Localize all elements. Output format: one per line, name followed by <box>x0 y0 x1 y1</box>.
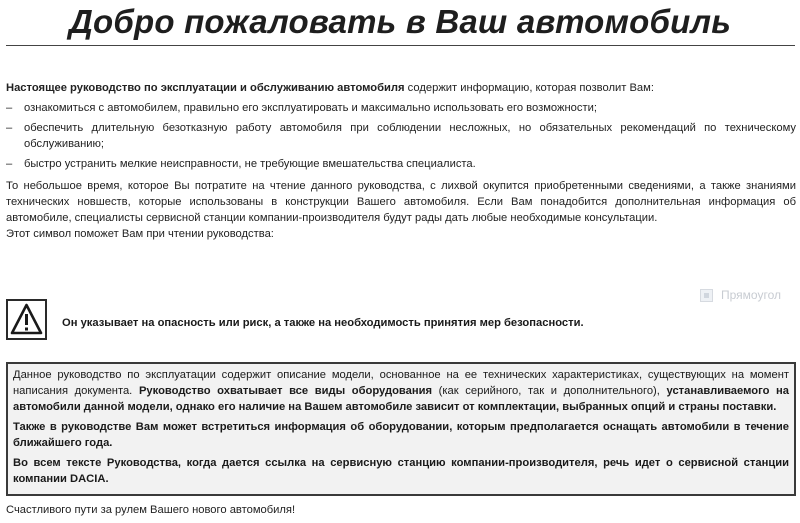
disclaimer-paragraph-3 <box>13 455 789 487</box>
disclaimer-text-p3: Во всем тексте Руководства, когда дается ссылка на сервисную станцию компании-производителя, речь идет о сервисной станции компании DACIA. <box>13 457 789 485</box>
intro-paragraph <box>6 80 796 96</box>
purpose-list <box>6 100 796 176</box>
disclaimer-paragraph-2 <box>13 419 789 451</box>
disclaimer-text-a: Данное руководство по эксплуатации содержит описание модели, основанное на ее технических характеристиках, существующих на момент написания документа. <box>13 369 789 397</box>
bullet-dash: – <box>6 158 13 170</box>
rectangle-shape-icon <box>700 289 713 302</box>
title-underline <box>6 45 795 46</box>
list-item <box>6 156 796 172</box>
list-item-text: обеспечить длительную безотказную работу автомобиля при соблюдении несложных, но обязательных рекомендаций по техническому обслуживанию; <box>24 122 796 150</box>
bullet-dash: – <box>6 122 13 134</box>
list-item <box>6 120 796 152</box>
faded-shape-label[interactable] <box>700 288 781 302</box>
warning-description: Он указывает на опасность или риск, а также на необходимость принятия мер безопасности. <box>62 317 584 329</box>
bullet-dash: – <box>6 102 13 114</box>
page-title: Добро пожаловать в Ваш автомобиль <box>68 3 732 40</box>
disclaimer-text-b: Руководство охватывает все виды оборудования <box>138 385 433 397</box>
disclaimer-paragraph <box>13 367 789 415</box>
list-item-text: ознакомиться с автомобилем, правильно его эксплуатировать и максимально использовать его возможности; <box>24 102 597 114</box>
disclaimer-text-d: устанавливаемого на автомобили данной модели, однако его наличие на Вашем автомобиле зависит от комплектации, выбранных опций и страны поставки. <box>13 385 790 413</box>
intro-rest: содержит информацию, которая позволит Вам: <box>404 82 654 94</box>
closing-line: Счастливого пути за рулем Вашего нового автомобиля! <box>6 504 296 516</box>
intro-bold: Настоящее руководство по эксплуатации и обслуживанию автомобиля <box>6 82 405 94</box>
warning-symbol-box <box>6 299 47 340</box>
disclaimer-text-p2: Также в руководстве Вам может встретиться информация об оборудовании, которым предполагается оснащать автомобили в течение ближайшего года. <box>13 421 789 449</box>
list-item <box>6 100 796 116</box>
warning-triangle-icon <box>8 301 45 338</box>
list-item-text: быстро устранить мелкие неисправности, не требующие вмешательства специалиста. <box>24 158 476 170</box>
disclaimer-box <box>6 362 796 496</box>
symbol-intro-paragraph: Этот символ поможет Вам при чтении руководства: <box>6 228 274 240</box>
disclaimer-text-c: (как серийного, так и дополнительного), <box>432 385 667 397</box>
faded-shape-text: Прямоугол <box>721 288 781 302</box>
benefit-paragraph: То небольшое время, которое Вы потратите на чтение данного руководства, с лихвой окупится приобретенными сведениями, а также знаниями технических новшеств, которые использованы в конструкции Вашего автомобиля. Если Вам понадобится дополнительная информация об автомобиле, специалисты сервисной станции компании-производителя будут рады дать любые необходимые консультации. <box>6 180 796 224</box>
